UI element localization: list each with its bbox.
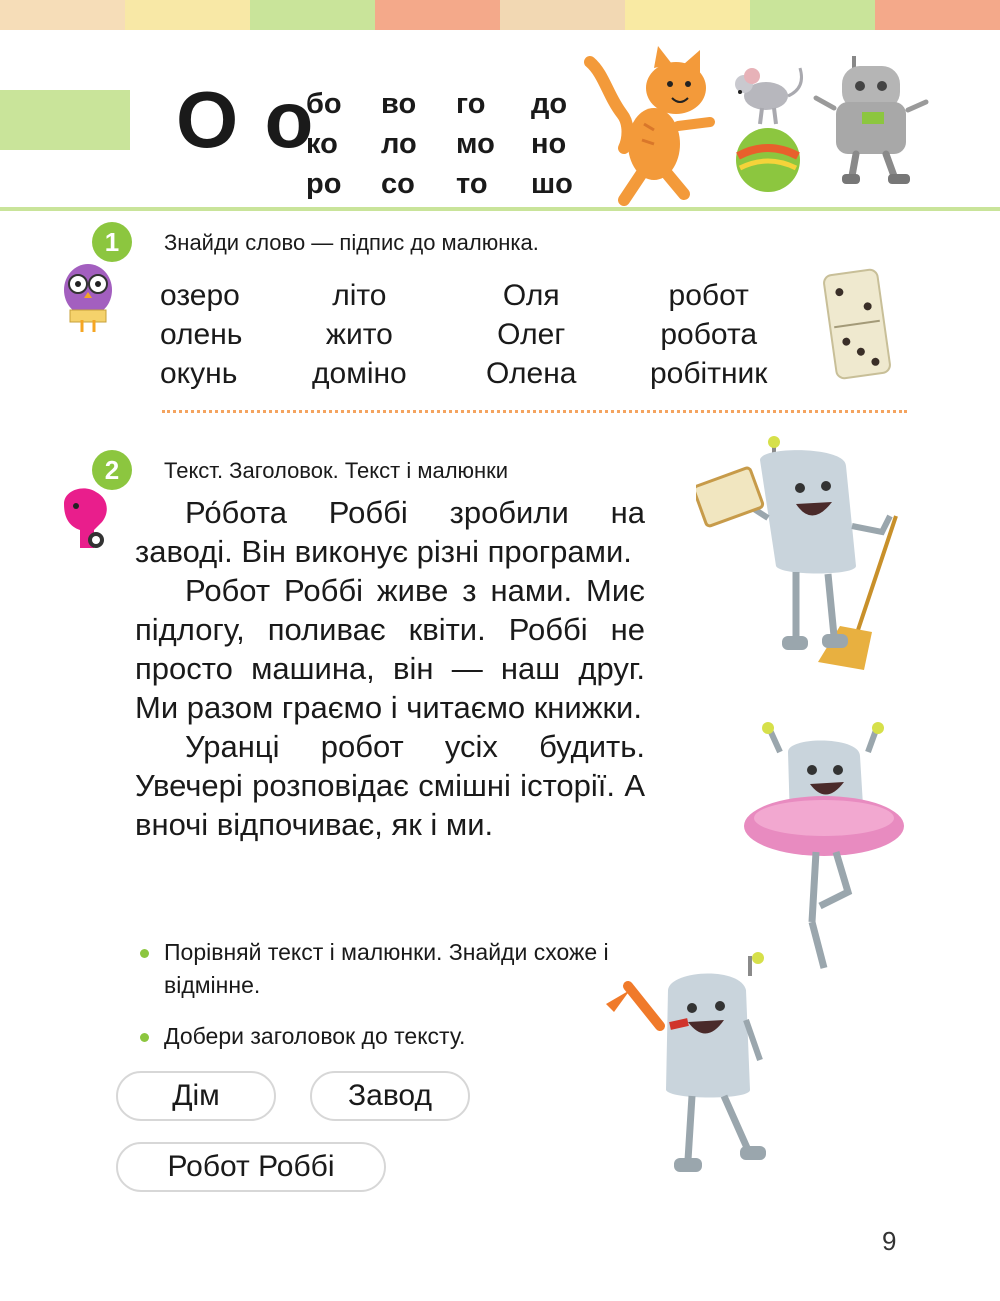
title-option-button[interactable]: Завод [310, 1071, 470, 1121]
syllable: ро [306, 168, 342, 200]
robot-with-book-illustration [696, 436, 906, 672]
word: Олег [497, 318, 566, 351]
cat-illustration [584, 44, 724, 206]
bar-segment [625, 0, 750, 30]
word: літо [332, 279, 387, 312]
domino-icon [822, 266, 892, 382]
bar-segment [250, 0, 375, 30]
task-heading: Текст. Заголовок. Текст і малюнки [164, 458, 509, 483]
word-list [160, 276, 800, 396]
syllable: то [456, 168, 488, 200]
bullet-item [140, 1020, 660, 1053]
bar-segment [125, 0, 250, 30]
bar-segment [750, 0, 875, 30]
task-number-badge: 2 [92, 450, 132, 490]
word: робот [668, 279, 749, 312]
robot-with-carrot-illustration [600, 950, 790, 1190]
syllable: бо [306, 88, 342, 120]
mouse-on-ball-illustration [722, 62, 814, 196]
pink-mascot-icon [54, 482, 118, 562]
task-number-badge: 1 [92, 222, 132, 262]
word-column [160, 276, 242, 393]
owl-mascot-icon [58, 254, 118, 334]
syllable: со [381, 168, 415, 200]
header-divider [0, 207, 1000, 211]
bullet-item [140, 936, 660, 1002]
word: олень [160, 318, 243, 351]
task-instruction: Знайди слово — підпис до малюнка. [164, 230, 539, 255]
bar-segment [875, 0, 1000, 30]
bar-segment [0, 0, 125, 30]
bar-segment [500, 0, 625, 30]
robot-ballerina-illustration [740, 722, 910, 974]
page-number: 9 [882, 1226, 897, 1256]
syllable: до [531, 88, 568, 120]
story-paragraph: Робот Роббі живе з нами. Миє підлогу, поливає квіти. Роббі не просто машина, він — наш друг. Ми разом граємо і читаємо книжки. [135, 573, 645, 725]
word: озеро [160, 279, 240, 312]
bullet-text: Добери заголовок до тексту. [164, 1023, 466, 1049]
story-text [135, 493, 645, 844]
word: робота [660, 318, 758, 351]
lesson-letter: О о [176, 75, 316, 164]
syllable-grid [306, 88, 606, 200]
story-paragraph: Ро́бота Роббі зробили на заводі. Він виконує різні програми. [135, 495, 645, 569]
word: доміно [312, 357, 407, 390]
section-divider [162, 410, 907, 413]
word: Оля [502, 279, 560, 312]
title-option-button[interactable]: Дім [116, 1071, 276, 1121]
bullet-text: Порівняй текст і малюнки. Знайди схоже і відмінне. [164, 939, 609, 998]
top-color-bar [0, 0, 1000, 30]
bar-segment [375, 0, 500, 30]
word-column [650, 276, 767, 393]
header-green-tab [0, 90, 130, 150]
syllable: ко [306, 128, 338, 160]
word-column [312, 276, 407, 393]
bullet-dot-icon [140, 1033, 149, 1042]
story-paragraph: Уранці робот усіх будить. Увечері розповідає смішні історії. А вночі відпочиває, як і ми. [135, 729, 645, 842]
word: жито [325, 318, 393, 351]
syllable: го [456, 88, 486, 120]
word: робітник [650, 357, 768, 390]
syllable: мо [456, 128, 495, 160]
syllable: во [381, 88, 417, 120]
word-column [486, 276, 576, 393]
bullet-dot-icon [140, 949, 149, 958]
syllable: ло [381, 128, 417, 160]
syllable: шо [531, 168, 573, 200]
syllable: но [531, 128, 567, 160]
word: окунь [160, 357, 238, 390]
word: Олена [486, 357, 577, 390]
robot-illustration [812, 52, 930, 192]
title-option-button[interactable]: Робот Роббі [116, 1142, 386, 1192]
